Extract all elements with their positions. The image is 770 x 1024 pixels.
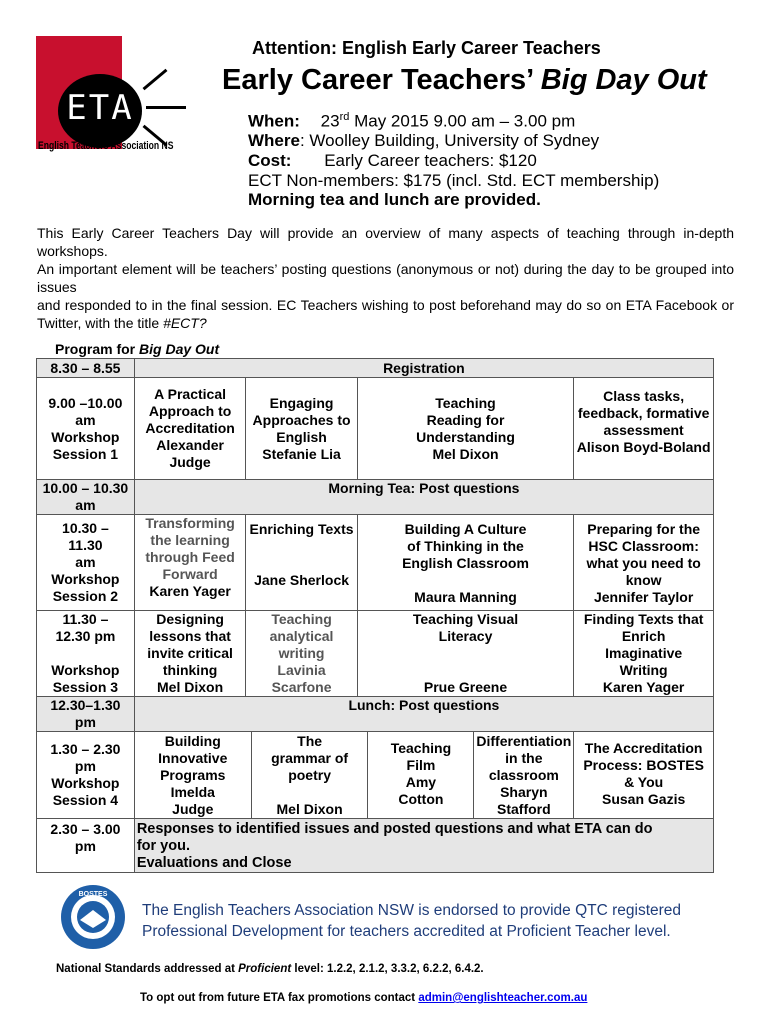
table-row	[37, 480, 714, 515]
page-title	[222, 64, 707, 97]
table-row	[37, 819, 714, 873]
time-cell: 9.00 –10.00 am Workshop Session 1	[37, 378, 135, 480]
session-cell	[134, 515, 246, 611]
session-cell: Differentiation in the classroom Sharyn Stafford	[474, 732, 574, 819]
std-post: level: 1.2.2, 2.1.2, 3.3.2, 6.2.2, 6.4.2.	[291, 963, 484, 975]
intro-p3	[37, 296, 734, 332]
table-row	[37, 697, 714, 732]
qtc-line1: The English Teachers Association NSW is endorsed to provide QTC registered	[142, 902, 682, 919]
logo-eta-text: ETA	[66, 88, 134, 128]
span-cell: Morning Tea: Post questions	[134, 480, 713, 515]
cost-label: Cost:	[248, 151, 292, 170]
intro-p2: An important element will be teachers’ posting questions (anonymous or not) during the day to be grouped into issues	[37, 261, 734, 295]
table-row	[37, 359, 714, 378]
nonmember-line: ECT Non-members: $175 (incl. Std. ECT membership)	[248, 171, 660, 190]
session-cell: The grammar of poetry Mel Dixon	[251, 732, 368, 819]
session-cell: Teaching Film Amy Cotton	[368, 732, 474, 819]
intro-p1: This Early Career Teachers Day will provide an overview of many aspects of teaching through in-depth workshops.	[37, 225, 734, 259]
intro-p3b: #ECT?	[163, 315, 207, 331]
eta-logo	[36, 36, 194, 160]
program-label-italic: Big Day Out	[139, 341, 220, 357]
title-main: Early Career Teachers’	[222, 64, 541, 96]
session-cell: The Accreditation Process: BOSTES & You Susan Gazis	[574, 732, 714, 819]
session-title: Transforming the learning through Feed Forward	[145, 515, 235, 582]
time-cell: 8.30 – 8.55	[37, 359, 135, 378]
session-cell: Preparing for the HSC Classroom: what you need to know Jennifer Taylor	[574, 515, 714, 611]
qtc-statement	[142, 900, 732, 942]
time-cell: 10.00 – 10.30 am	[37, 480, 135, 515]
where-line	[248, 131, 599, 151]
cost-line	[248, 151, 537, 171]
table-row	[37, 611, 714, 697]
national-standards	[56, 963, 484, 975]
logo-ray	[143, 69, 168, 91]
time-cell: 12.30–1.30 pm	[37, 697, 135, 732]
session-cell: Teaching analytical writing Lavinia Scarfone	[246, 611, 357, 697]
qtc-line2: Professional Development for teachers accredited at Proficient Teacher level.	[142, 923, 671, 940]
intro-p3a: and responded to in the final session. EC Teachers wishing to post beforehand may do so on ETA Facebook or Twitter, with the title	[37, 297, 734, 331]
title-italic: Big Day Out	[540, 64, 707, 96]
provided-line: Morning tea and lunch are provided.	[248, 190, 541, 209]
where-label: Where	[248, 131, 300, 150]
session-cell: A Practical Approach to Accreditation Alexander Judge	[134, 378, 246, 480]
intro-text	[37, 224, 734, 332]
badge-text: BOSTES	[78, 891, 108, 898]
logo-subtitle: English Teachers Association NS	[38, 140, 174, 152]
span-cell: Registration	[134, 359, 713, 378]
session-cell: Teaching Reading for Understanding Mel Dixon	[357, 378, 574, 480]
session-title: Finding Texts that Enrich Imaginative Writing	[583, 611, 704, 678]
table-row	[37, 515, 714, 611]
bostes-badge-icon	[60, 884, 126, 950]
std-pre: National Standards addressed at	[56, 963, 239, 975]
when-line	[248, 111, 575, 132]
logo-ray	[146, 106, 186, 109]
presenter: Karen Yager	[149, 583, 231, 599]
session-cell: Engaging Approaches to English Stefanie Lia	[246, 378, 357, 480]
program-label	[55, 341, 219, 357]
session-cell: Enriching Texts Jane Sherlock	[246, 515, 357, 611]
cost-value: Early Career teachers: $120	[324, 151, 537, 170]
where-value: : Woolley Building, University of Sydney	[299, 131, 600, 150]
session-cell: Building Innovative Programs Imelda Judge	[134, 732, 251, 819]
span-cell: Lunch: Post questions	[134, 697, 713, 732]
table-row	[37, 732, 714, 819]
time-cell: 11.30 – 12.30 pm Workshop Session 3	[37, 611, 135, 697]
session-cell: Designing lessons that invite critical thinking Mel Dixon	[134, 611, 246, 697]
presenter: Karen Yager	[602, 679, 685, 695]
table-row	[37, 378, 714, 480]
time-cell: 2.30 – 3.00 pm	[37, 819, 135, 873]
optout-pre: To opt out from future ETA fax promotions contact	[140, 992, 419, 1004]
optout-email-link[interactable]: admin@englishteacher.com.au	[418, 992, 588, 1004]
program-label-text: Program for	[55, 341, 140, 357]
time-cell: 10.30 – 11.30 am Workshop Session 2	[37, 515, 135, 611]
when-label: When:	[248, 111, 300, 131]
time-cell: 1.30 – 2.30 pm Workshop Session 4	[37, 732, 135, 819]
program-table	[36, 358, 714, 873]
opt-out-line	[140, 992, 587, 1004]
span-cell: Responses to identified issues and posted questions and what ETA can do for you. Evaluations and Close	[134, 819, 713, 873]
attention-line: Attention: English Early Career Teachers	[252, 38, 601, 58]
when-value-sup: rd	[339, 111, 350, 123]
when-value-pre: 23	[320, 111, 340, 131]
session-cell: Teaching Visual Literacy Prue Greene	[357, 611, 574, 697]
session-cell: Building A Culture of Thinking in the English Classroom Maura Manning	[357, 515, 574, 611]
std-italic: Proficient	[238, 963, 292, 975]
session-cell: Class tasks, feedback, formative assessment Alison Boyd-Boland	[574, 378, 714, 480]
when-value-post: May 2015 9.00 am – 3.00 pm	[349, 111, 576, 131]
session-cell	[574, 611, 714, 697]
